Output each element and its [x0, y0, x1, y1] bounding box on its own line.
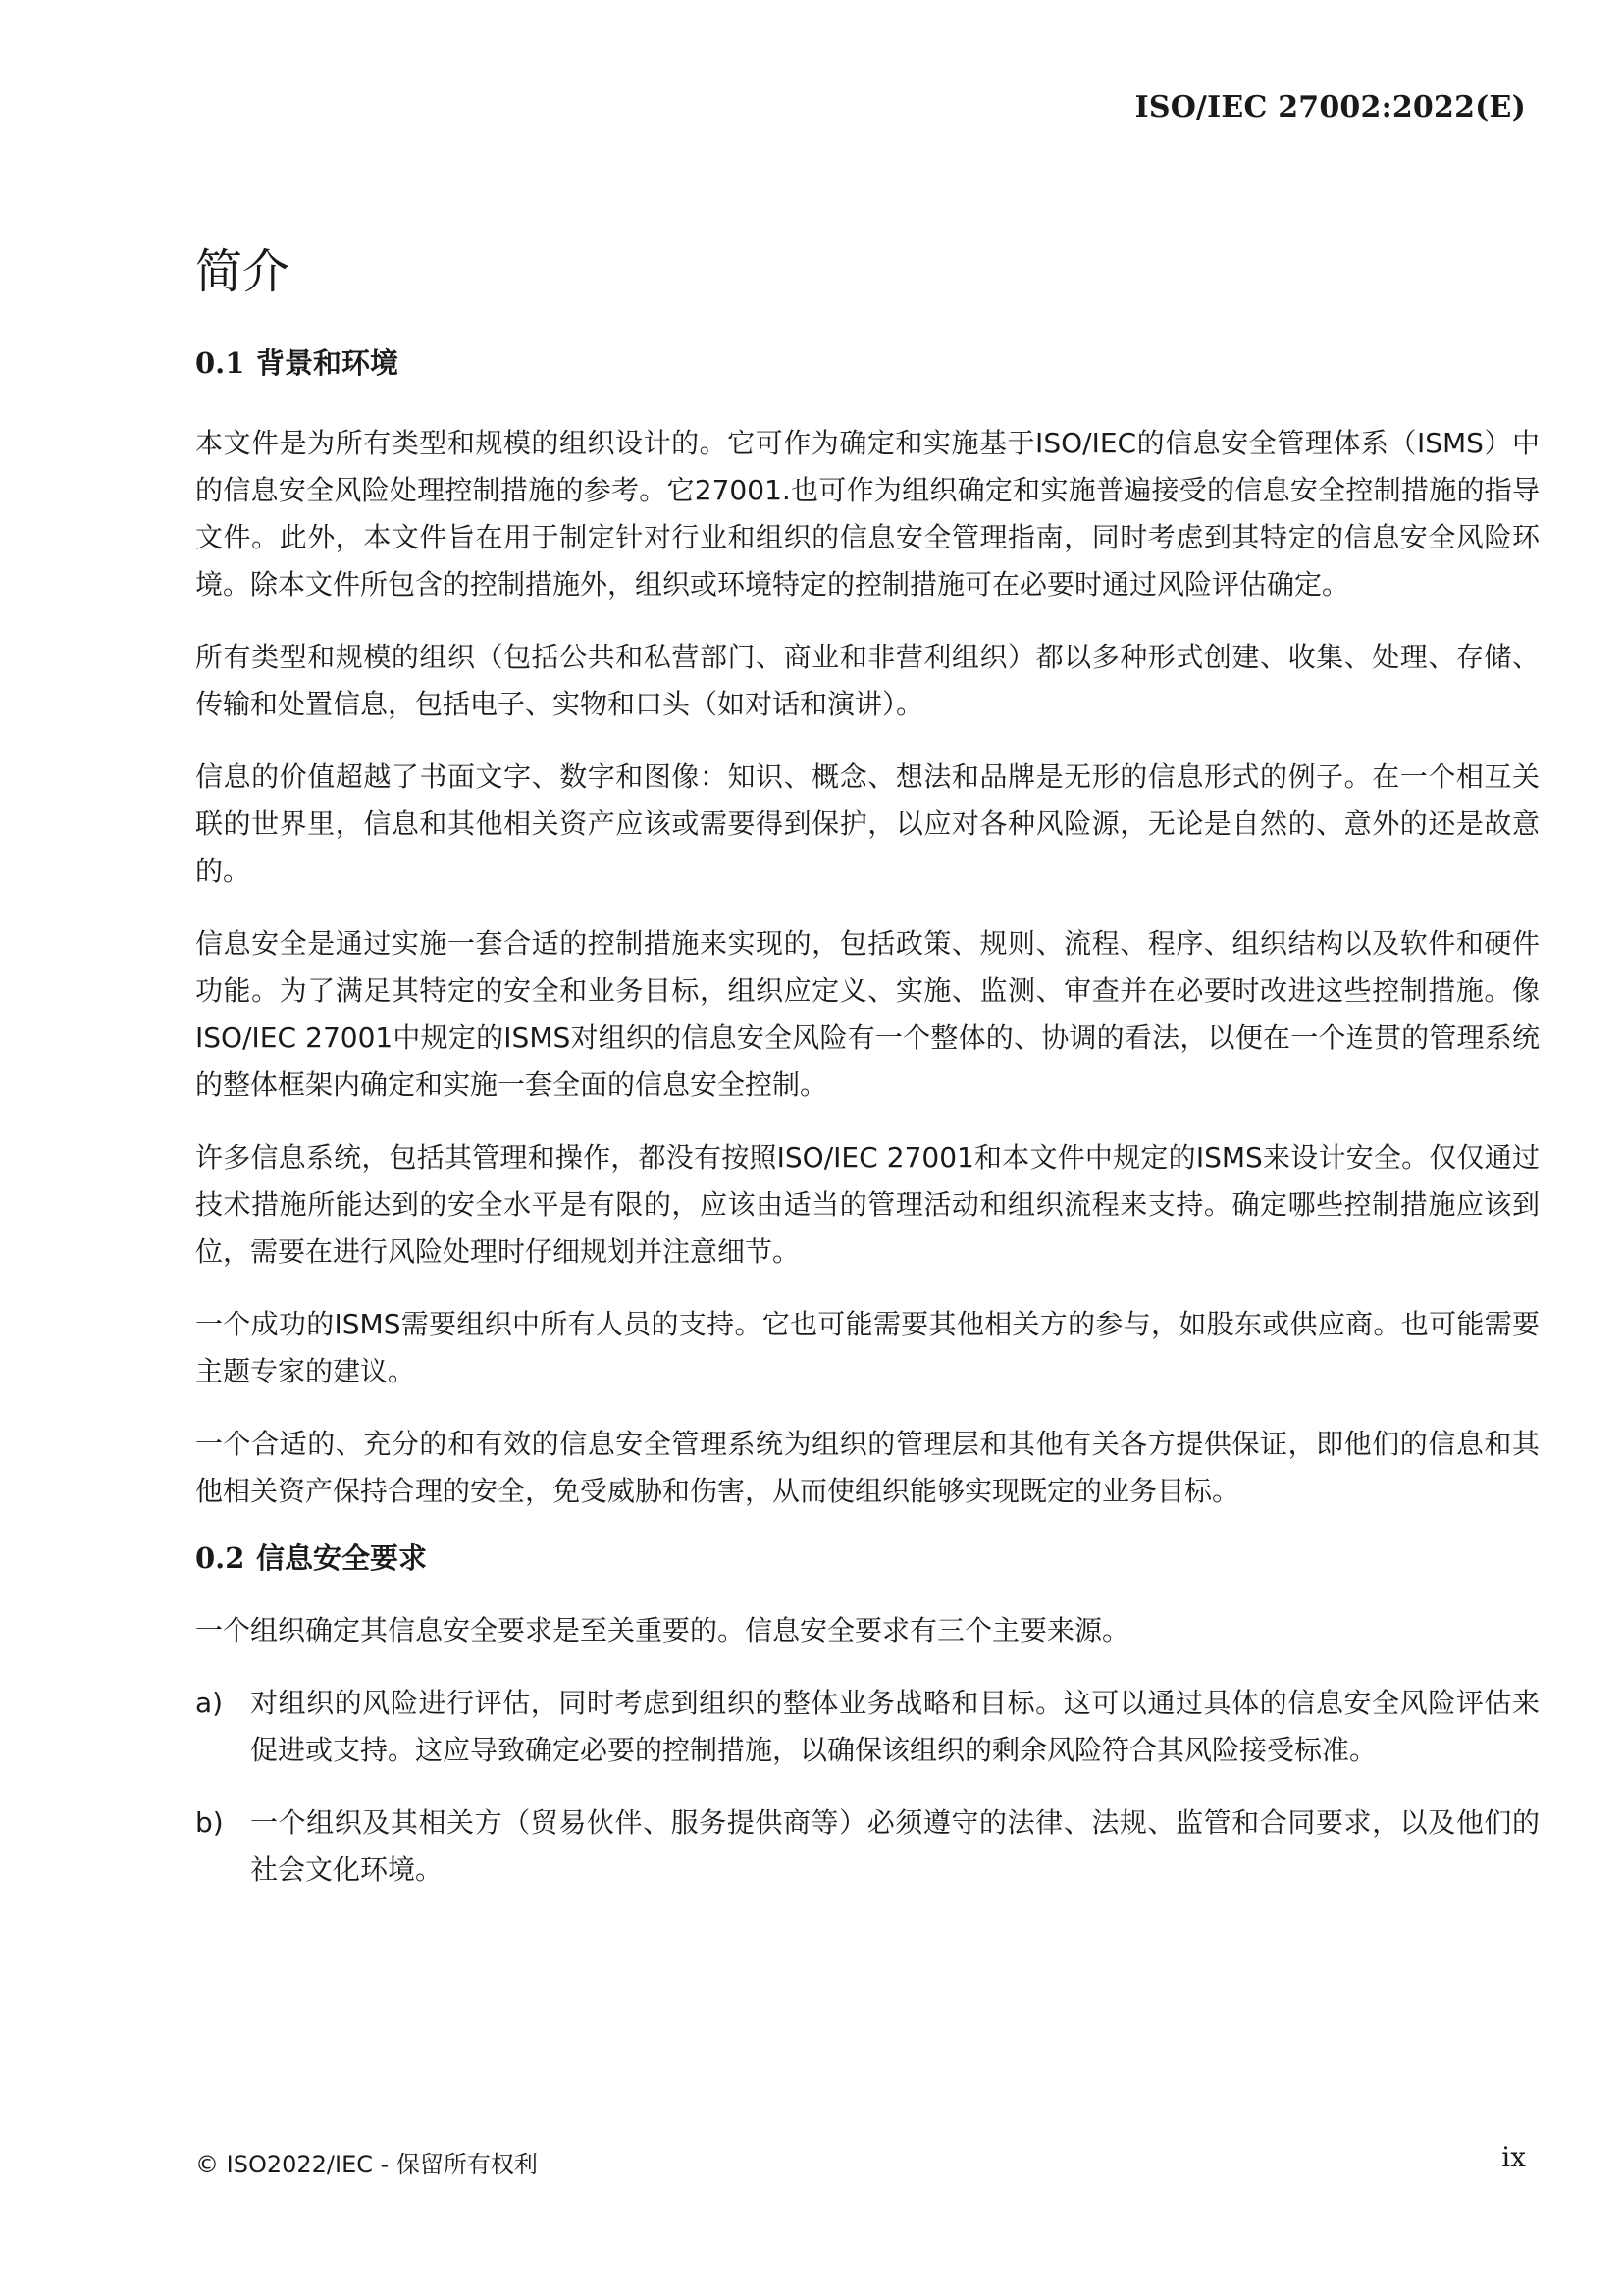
list-item	[195, 1799, 1540, 1894]
document-body	[195, 345, 1540, 1894]
list-item	[195, 1680, 1540, 1774]
section-heading-0-2	[195, 1540, 1540, 1576]
section-number: 0.1	[195, 346, 245, 380]
paragraph: 一个成功的ISMS需要组织中所有人员的支持。它也可能需要其他相关方的参与，如股东或供应商。也可能需要主题专家的建议。	[195, 1308, 1540, 1387]
paragraph: 许多信息系统，包括其管理和操作，都没有按照ISO/IEC 27001和本文件中规定的ISMS来设计安全。仅仅通过技术措施所能达到的安全水平是有限的，应该由适当的管理活动和组织流程来支持。确定哪些控制措施应该到位，需要在进行风险处理时仔细规划并注意细节。	[195, 1141, 1540, 1268]
paragraph: 信息的价值超越了书面文字、数字和图像：知识、概念、想法和品牌是无形的信息形式的例子。在一个相互关联的世界里，信息和其他相关资产应该或需要得到保护，以应对各种风险源，无论是自然的、意外的还是故意的。	[195, 760, 1540, 887]
section-title: 信息安全要求	[256, 1541, 428, 1575]
section-title: 背景和环境	[256, 346, 399, 380]
paragraph: 一个组织确定其信息安全要求是至关重要的。信息安全要求有三个主要来源。	[195, 1614, 1130, 1646]
document-id: ISO/IEC 27002:2022(E)	[1134, 90, 1526, 125]
list-item-text: 一个组织及其相关方（贸易伙伴、服务提供商等）必须遵守的法律、法规、监管和合同要求，以及他们的社会文化环境。	[250, 1806, 1540, 1886]
paragraph: 所有类型和规模的组织（包括公共和私营部门、商业和非营利组织）都以多种形式创建、收集、处理、存储、传输和处置信息，包括电子、实物和口头（如对话和演讲）。	[195, 641, 1540, 720]
paragraph: 本文件是为所有类型和规模的组织设计的。它可作为确定和实施基于ISO/IEC的信息安全管理体系（ISMS）中的信息安全风险处理控制措施的参考。它27001.也可作为组织确定和实施普遍接受的信息安全控制措施的指导文件。此外，本文件旨在用于制定针对行业和组织的信息安全管理指南，同时考虑到其特定的信息安全风险环境。除本文件所包含的控制措施外，组织或环境特定的控制措施可在必要时通过风险评估确定。	[195, 427, 1540, 600]
paragraph: 信息安全是通过实施一套合适的控制措施来实现的，包括政策、规则、流程、程序、组织结构以及软件和硬件功能。为了满足其特定的安全和业务目标，组织应定义、实施、监测、审查并在必要时改进这些控制措施。像ISO/IEC 27001中规定的ISMS对组织的信息安全风险有一个整体的、协调的看法，以便在一个连贯的管理系统的整体框架内确定和实施一套全面的信息安全控制。	[195, 927, 1540, 1101]
paragraph: 一个合适的、充分的和有效的信息安全管理系统为组织的管理层和其他有关各方提供保证，即他们的信息和其他相关资产保持合理的安全，免受威胁和伤害，从而使组织能够实现既定的业务目标。	[195, 1428, 1540, 1507]
section-number: 0.2	[195, 1541, 245, 1575]
page-title: 简介	[195, 244, 290, 299]
copyright-notice: © ISO2022/IEC - 保留所有权利	[195, 2151, 538, 2178]
list-item-text: 对组织的风险进行评估，同时考虑到组织的整体业务战略和目标。这可以通过具体的信息安全风险评估来促进或支持。这应导致确定必要的控制措施，以确保该组织的剩余风险符合其风险接受标准。	[250, 1687, 1540, 1766]
section-heading-0-1	[195, 345, 1540, 381]
list-marker: b)	[195, 1806, 224, 1839]
page-number: ix	[1501, 2141, 1526, 2173]
list-marker: a)	[195, 1687, 224, 1719]
